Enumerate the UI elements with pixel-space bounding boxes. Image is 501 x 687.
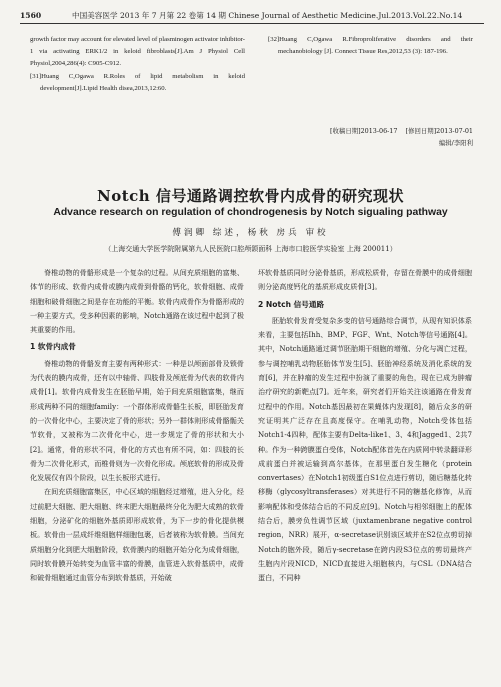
section-1-paragraph-2: 在间充质细胞富集区，中心区域的细胞经过增殖，进入分化，经过前肥大细胞、肥大细胞、终末肥大细胞最终分化为肥大成熟的软骨细胞，分泌矿化的细胞外基质即形成软骨，为下一步的骨化提供模板。软骨由一层成纤维细胞样细胞包裹，后者被称为软骨膜。当间充质细胞分化到肥大细胞阶段，软骨膜内的细胞开始分化为成骨细胞，同时软骨膜开始转变为血管丰富的骨膜，血管进入软骨基质中，成骨和破骨细胞通过血管分布到软骨基质，开始破	[30, 487, 244, 583]
section-2-paragraph-1: 胚胎软骨发育受复杂多变的信号通路综合调节，从现有知识体系来看，主要包括Ihh、BMP、FGF、Wnt、Notch等信号通路[4]。其中，Notch通路通过调节胚胎期干细胞的增殖、分化与凋亡过程，参与调控哺乳动物胚胎体节发生[5]、胚胎神经系统及消化系统的发育[6]，并在肿瘤的发生过程中扮演了重要的角色，现在已成为肿瘤治疗研究的新靶点[7]。近年来，研究者们开始关注该通路在骨发育过程中的作用。Notch基因最初在果蝇体内发现[8]，随后众多的研究证明其广泛存在且高度保守。在哺乳动物，Notch受体包括Notch1-4四种，配体主要有Delta-like1、3、4和Jagged1、2共7种。作为一种跨膜蛋白受体，Notch配体首先在内质网中转录翻译形成前蛋白并被运输到高尔基体，在那里蛋白发生糖化（protein convertases）在Notch1初级蛋白S1位点进行剪切，随后糖基化转移酶（glycosyltransferases）对其进行不同的糖基化修饰，从而影响配体和受体结合后的不同反应[9]。Notch与相邻细胞上的配体结合后，膜旁负性调节区域（juxtamenbrane negative control region，NRR）展开，α-secretase识别该区域并在S2位点剪切掉Notch的胞外段，随后γ-secretase在跨内段S3位点的剪切最终产生胞内片段NICD，NICD直接进入细胞核内，与CSL（DNA结合蛋白，不同种	[258, 315, 472, 583]
article-title-cn: Notch 信号通路调控软骨内成骨的研究现状	[97, 187, 404, 205]
reference-30-tail: growth factor may account for elevated level of plasminogen activator inhibitor-1 via activating ERK1/2 in keloid fibroblasts[J].Am J Physiol Cell Physiol,2004,286(4): C905-C912.	[30, 36, 245, 67]
article-title-en: Advance research on regulation of chondrogenesis by Notch sigualing pathway	[53, 207, 448, 218]
reference-31: [31]Huang C,Ogawa R.Roles of lipid metabolism in keloid development[J].Lipid Health disea,2013,12:60.	[30, 73, 245, 92]
received-date: [收稿日期]2013-06-17	[330, 127, 398, 135]
editor-line: 编辑/李阳利	[438, 139, 473, 147]
section-2-heading: 2 Notch 信号通路	[258, 299, 325, 309]
references-right	[268, 34, 473, 94]
section-1-paragraph-1: 脊椎动物的骨骼发育主要有两种形式：一种是以颅面部骨及锁骨为代表的膜内成骨，还有以中轴骨、四肢骨及颅底骨为代表的软骨内成骨[1]。软骨内成骨发生在胚胎早期，始于间充质细胞富集，继而形成两种不同的细胞family：一个群体形成骨骼生长板，即胚胎发育的一次骨化中心，主要决定了骨的形状；另外一群体则形成骨骼骺关节软骨，又被称为二次骨化中心，进一步规定了骨的形状和大小[2]。通常，骨的形状不同，骨化的方式也有所不同，如：四肢的长骨为二次骨化形式，而椎骨则为一次骨化形成。颅底软骨的形成及骨化发展仅有四个阶段，以生长板形式进行。	[30, 358, 244, 483]
revised-date: [修回日期]2013-07-01	[405, 127, 473, 135]
continued-paragraph: 坏软骨基质同时分泌骨基质，形成松质骨，存留在骨膜中的成骨细胞则分泌高度钙化的基质形成皮质骨[3]。	[258, 268, 472, 292]
article-affiliation: （上海交通大学医学院附属第九人民医院口腔颅颌面科 上海市口腔医学实验室 上海 200011）	[104, 245, 397, 253]
reference-32: [32]Huang C,Ogawa R.Fibroproliferative disorders and their mechanobiology [J]. Connect Tissue Res,2012,53 (3): 187-196.	[268, 36, 473, 55]
page-number: 1560	[20, 11, 42, 20]
running-header	[20, 9, 484, 24]
journal-line: 中国美容医学 2013 年 7 月第 22 卷第 14 期 Chinese Journal of Aesthetic Medicine.Jul.2013.Vol.22.No.14	[72, 11, 463, 20]
right-column	[258, 266, 472, 680]
article-dates	[268, 125, 473, 155]
intro-paragraph: 脊椎动物的骨骼形成是一个复杂的过程。从间充质细胞的富集、体节的形成、软骨内成骨或膜内成骨到骨骼的钙化，软骨细胞、成骨细胞和破骨细胞之间是存在功能的平衡。软骨内成骨作为骨骼形成的一种主要方式，受多种因素的影响，Notch通路在该过程中起到了极其重要的作用。	[30, 268, 244, 335]
left-column	[30, 266, 244, 680]
article-authors: 傅润卿 综述，杨秋 房兵 审校	[172, 228, 329, 238]
section-1-heading: 1 软骨内成骨	[30, 342, 76, 352]
references-left	[30, 34, 245, 160]
